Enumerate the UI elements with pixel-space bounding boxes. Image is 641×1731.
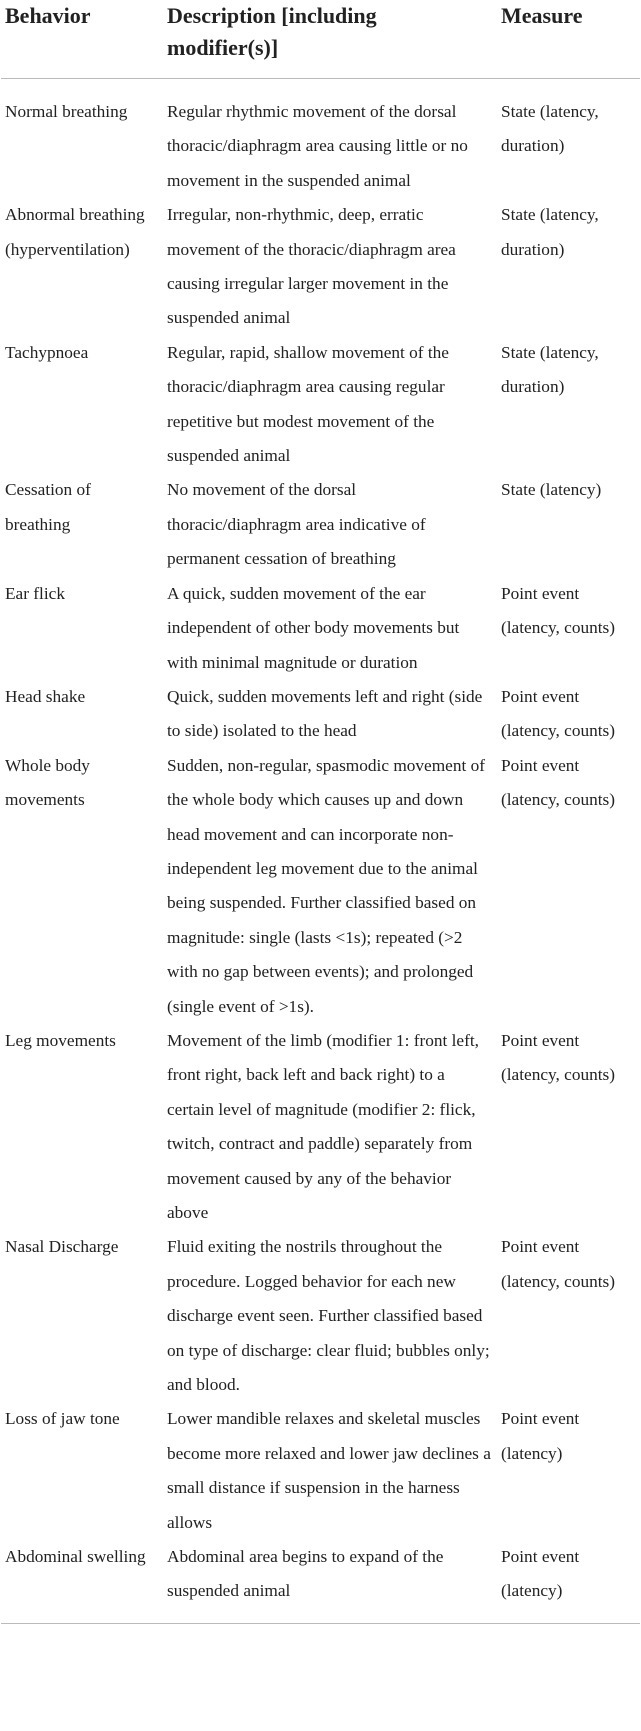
cell-measure: Point event (latency, counts) xyxy=(501,755,616,810)
header-behavior: Behavior xyxy=(1,0,161,79)
cell-behavior: Abnormal breathing (hyperventilation) xyxy=(5,205,145,259)
cell-behavior: Cessation of breathing xyxy=(5,480,91,534)
table-row xyxy=(1,577,640,680)
header-measure: Measure xyxy=(495,0,640,79)
cell-description: Regular rhythmic movement of the dorsal thoracic/diaphragm area causing little or no movement in the suspended animal xyxy=(167,102,468,190)
table-row xyxy=(1,473,640,576)
cell-behavior: Leg movements xyxy=(5,1030,116,1050)
table-row xyxy=(1,680,640,749)
cell-description: Irregular, non-rhythmic, deep, erratic movement of the thoracic/diaphragm area causing irregular larger movement in the suspended animal xyxy=(167,205,456,328)
header-description: Description [including modifier(s)] xyxy=(161,0,495,79)
cell-behavior: Nasal Discharge xyxy=(5,1237,119,1257)
table-row xyxy=(1,1540,640,1623)
behavior-table xyxy=(1,0,640,1624)
table-row xyxy=(1,749,640,1024)
cell-behavior: Loss of jaw tone xyxy=(5,1409,120,1429)
table-row xyxy=(1,336,640,474)
cell-measure: State (latency, duration) xyxy=(501,342,599,397)
cell-description: Quick, sudden movements left and right (side to side) isolated to the head xyxy=(167,686,483,741)
table-header xyxy=(1,0,640,79)
cell-description: Movement of the limb (modifier 1: front left, front right, back left and back right) to a certain level of magnitude (modifier 2: flick, twitch, contract and paddle) separately from movement caused by any of the behavior above xyxy=(167,1030,479,1222)
cell-measure: State (latency) xyxy=(501,480,602,500)
cell-measure: Point event (latency) xyxy=(495,1540,640,1623)
cell-description: Regular, rapid, shallow movement of the thoracic/diaphragm area causing regular repetitive but modest movement of the suspended animal xyxy=(167,342,449,466)
cell-description: No movement of the dorsal thoracic/diaphragm area indicative of permanent cessation of breathing xyxy=(167,480,426,569)
cell-measure: Point event (latency, counts) xyxy=(501,1237,616,1291)
cell-behavior: Whole body movements xyxy=(5,755,90,810)
cell-measure: State (latency, duration) xyxy=(501,102,599,156)
cell-measure: Point event (latency, counts) xyxy=(501,583,616,638)
cell-measure: State (latency, duration) xyxy=(501,205,599,259)
cell-description: A quick, sudden movement of the ear independent of other body movements but with minimal magnitude or duration xyxy=(167,583,460,672)
cell-description: Lower mandible relaxes and skeletal muscles become more relaxed and lower jaw declines a small distance if suspension in the harness allows xyxy=(167,1409,491,1532)
cell-measure: Point event (latency, counts) xyxy=(501,686,616,741)
header-row xyxy=(1,0,640,79)
cell-behavior: Normal breathing xyxy=(5,102,128,121)
cell-behavior: Abdominal swelling xyxy=(1,1540,161,1623)
table-row xyxy=(1,1230,640,1402)
table-row xyxy=(1,198,640,336)
cell-measure: Point event (latency, counts) xyxy=(501,1030,616,1085)
cell-description: Abdominal area begins to expand of the suspended animal xyxy=(161,1540,495,1623)
cell-behavior: Head shake xyxy=(5,686,86,706)
cell-description: Fluid exiting the nostrils throughout the procedure. Logged behavior for each new discharge event seen. Further classified based on type of discharge: clear fluid; bubbles only; and blood. xyxy=(167,1237,490,1395)
table-row xyxy=(1,1402,640,1540)
cell-behavior: Ear flick xyxy=(5,583,65,603)
table-row xyxy=(1,1024,640,1230)
cell-description: Sudden, non-regular, spasmodic movement of the whole body which causes up and down head movement and can incorporate non-independent leg movement due to the animal being suspended. Further classified based on magnitude: single (lasts <1s); repeated (>2 with no gap between events); and prolonged (single event of >1s). xyxy=(167,755,485,1016)
table-body xyxy=(1,79,640,1624)
cell-measure: Point event (latency) xyxy=(501,1409,580,1463)
cell-behavior: Tachypnoea xyxy=(5,342,89,362)
table-row xyxy=(1,79,640,199)
